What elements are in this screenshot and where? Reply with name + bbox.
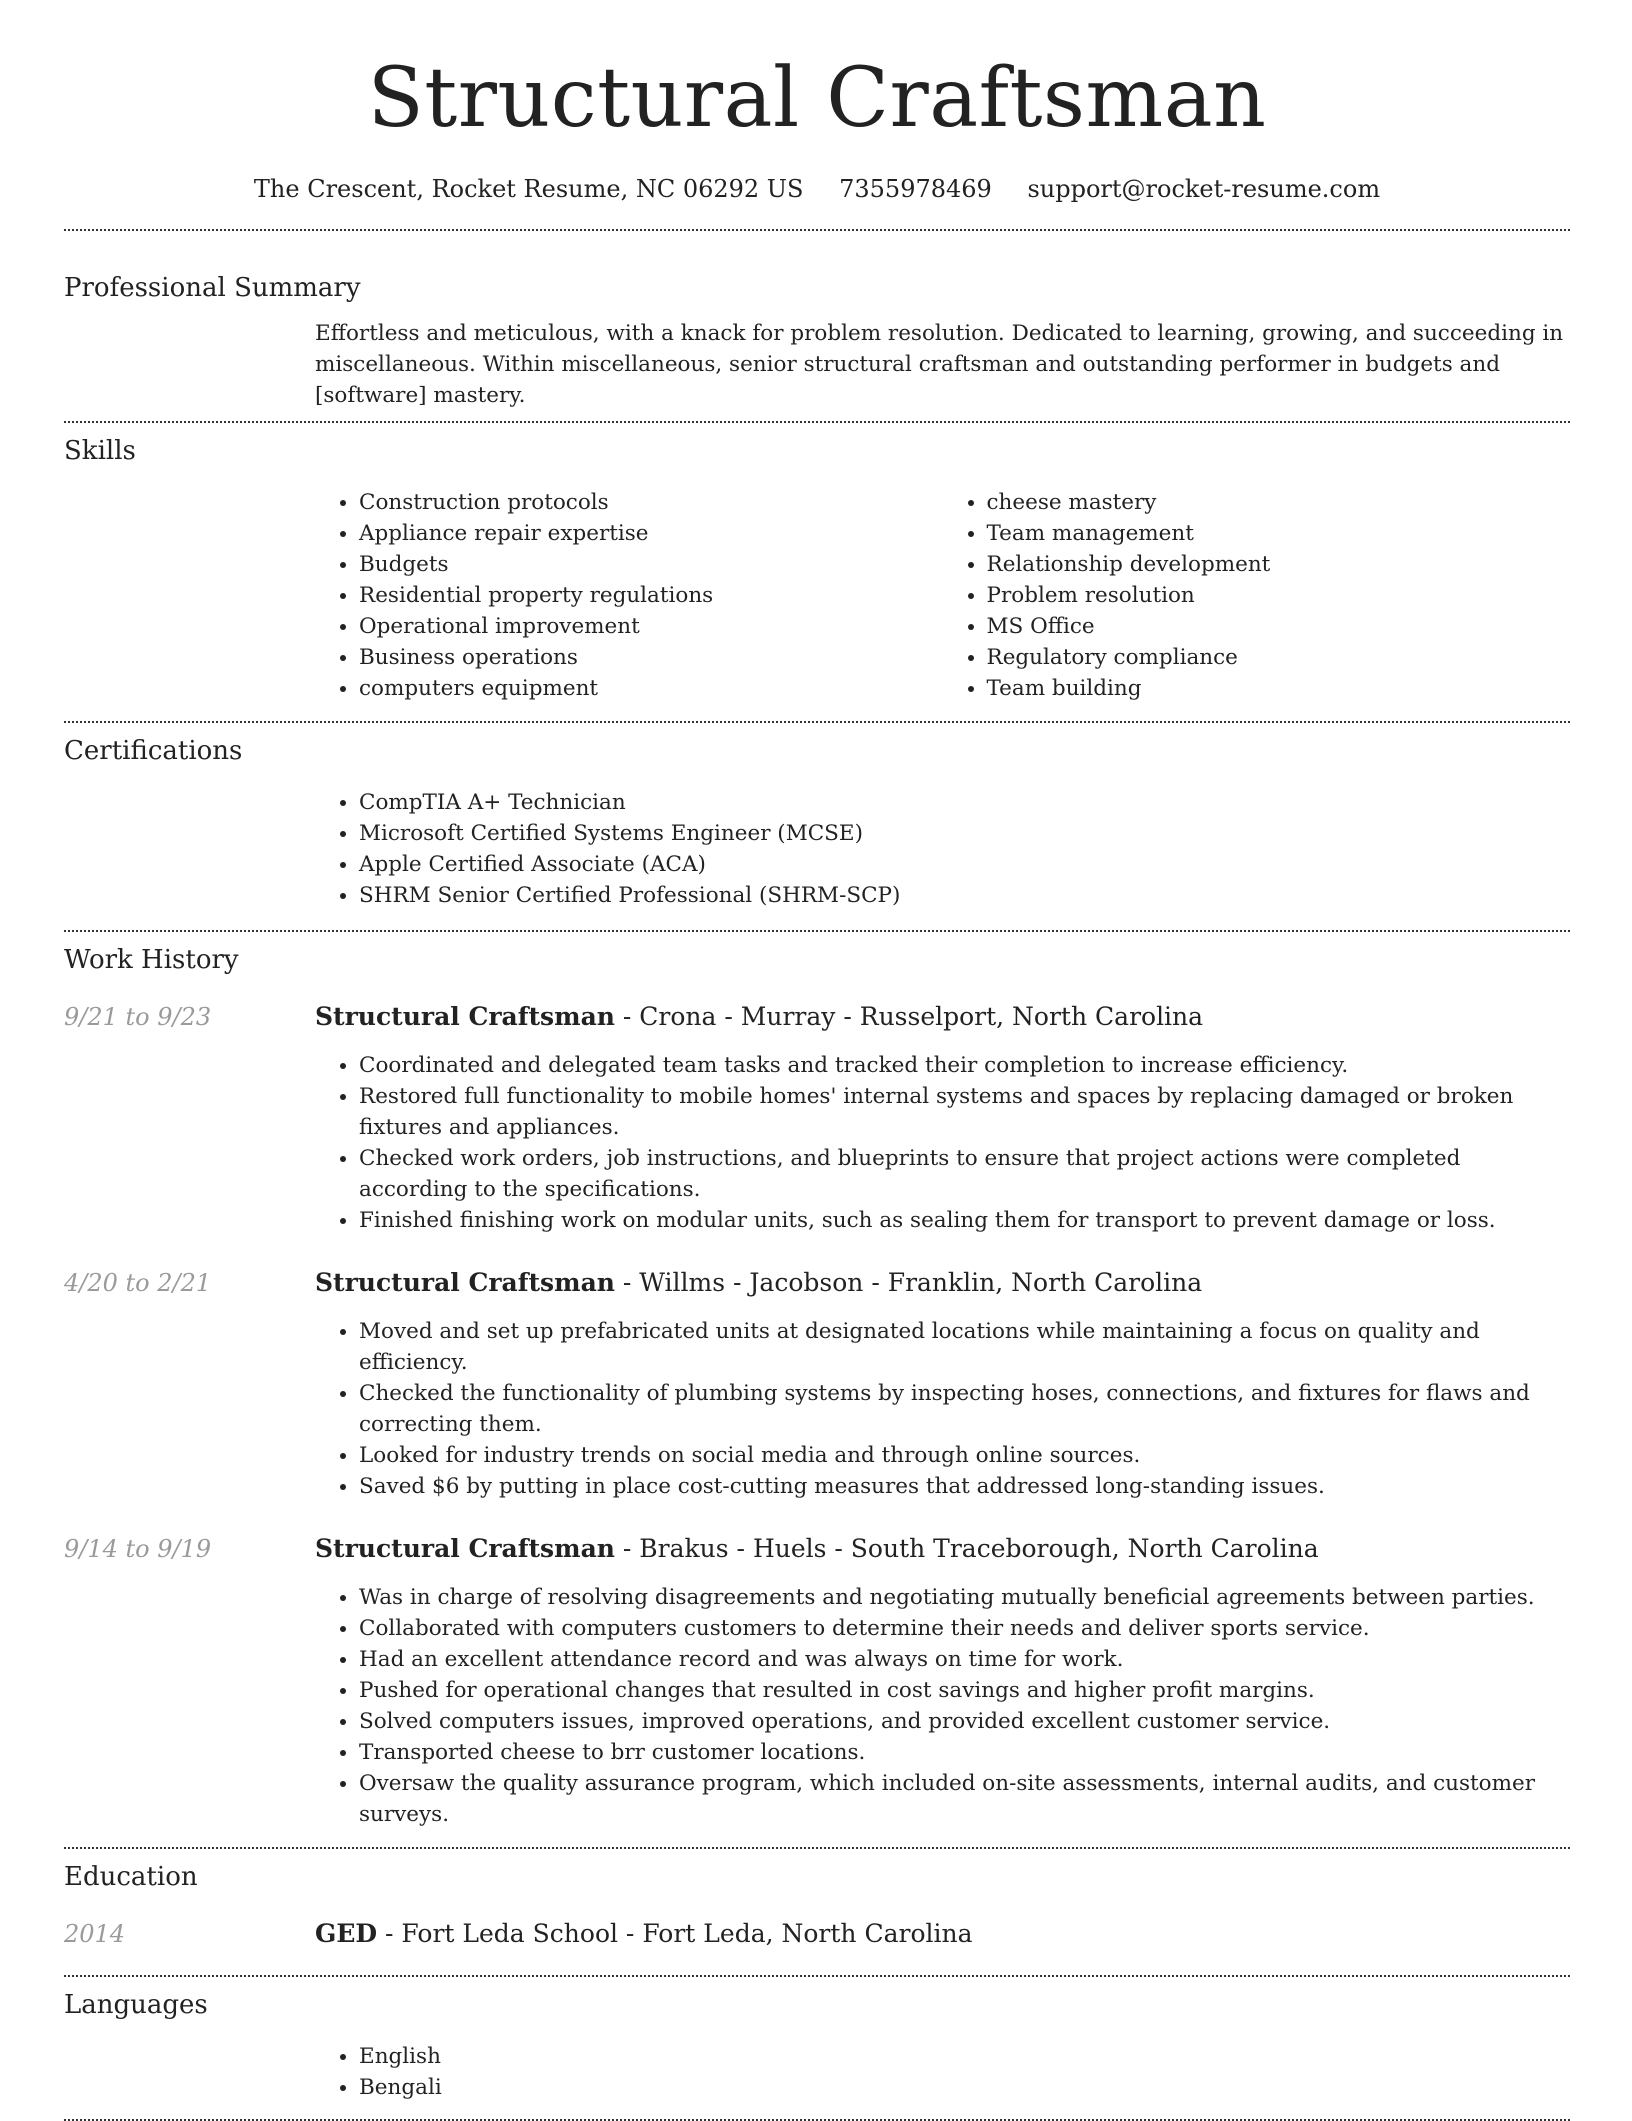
education-heading: Education	[64, 1862, 198, 1892]
list-item: • Transported cheese to brr customer locations.	[359, 1737, 1570, 1768]
contact-email: support@rocket-resume.com	[1027, 175, 1381, 203]
skills-column-right	[943, 487, 1571, 704]
list-item: • Regulatory compliance	[987, 642, 1571, 673]
job-employer: - Willms - Jacobson - Franklin, North Carolina	[614, 1268, 1203, 1297]
list-item: • cheese mastery	[987, 487, 1571, 518]
list-item: • Saved $6 by putting in place cost-cutting measures that addressed long-standing issues.	[359, 1471, 1570, 1502]
job-role: Structural Craftsman	[315, 1002, 615, 1031]
job-bullets	[315, 1050, 1570, 1236]
languages-heading: Languages	[64, 1990, 208, 2020]
candidate-name: Structural Craftsman	[367, 51, 1267, 146]
contact-address: The Crescent, Rocket Resume, NC 06292 US	[253, 175, 804, 203]
languages-section	[64, 1989, 1570, 2103]
certifications-section	[64, 735, 1570, 911]
education-entry	[64, 1919, 1570, 1949]
divider	[64, 1847, 1570, 1849]
list-item: • Solved computers issues, improved operations, and provided excellent customer service.	[359, 1706, 1570, 1737]
list-item: • SHRM Senior Certified Professional (SHRM-SCP)	[359, 880, 1570, 911]
resume-page	[64, 0, 1570, 2121]
job-role: Structural Craftsman	[315, 1534, 615, 1563]
education-section	[64, 1861, 1570, 1949]
contact-phone: 7355978469	[839, 175, 992, 203]
list-item: • Microsoft Certified Systems Engineer (MCSE)	[359, 818, 1570, 849]
list-item: • Relationship development	[987, 549, 1571, 580]
list-item: • Coordinated and delegated team tasks and tracked their completion to increase efficiency.	[359, 1050, 1570, 1081]
job-dates: 9/21 to 9/23	[64, 1003, 212, 1031]
job-employer: - Crona - Murray - Russelport, North Carolina	[614, 1002, 1204, 1031]
education-school: - Fort Leda School - Fort Leda, North Carolina	[377, 1919, 973, 1948]
list-item: • Construction protocols	[359, 487, 943, 518]
list-item: • Oversaw the quality assurance program, which included on-site assessments, internal audits, and customer surveys.	[359, 1768, 1570, 1830]
contact-line	[64, 174, 1570, 204]
education-degree: GED	[315, 1919, 378, 1948]
job-role: Structural Craftsman	[315, 1268, 615, 1297]
list-item: • MS Office	[987, 611, 1571, 642]
languages-list	[315, 2041, 1570, 2103]
summary-heading: Professional Summary	[64, 273, 361, 303]
list-item: • Operational improvement	[359, 611, 943, 642]
summary-text: Effortless and meticulous, with a knack for problem resolution. Dedicated to learning, growing, and succeeding in miscellaneous. Within miscellaneous, senior structural craftsman and outstanding performer in budgets and [software] mastery.	[315, 321, 1564, 408]
skills-heading: Skills	[64, 436, 136, 466]
list-item: • Business operations	[359, 642, 943, 673]
job-title	[315, 1002, 1570, 1032]
certifications-heading: Certifications	[64, 736, 243, 766]
list-item: • Appliance repair expertise	[359, 518, 943, 549]
job-employer: - Brakus - Huels - South Traceborough, North Carolina	[614, 1534, 1319, 1563]
list-item: • Was in charge of resolving disagreements and negotiating mutually beneficial agreements between parties.	[359, 1582, 1570, 1613]
list-item: • Budgets	[359, 549, 943, 580]
divider	[64, 421, 1570, 423]
summary-section	[64, 272, 1570, 411]
list-item: • Team building	[987, 673, 1571, 704]
list-item: • Team management	[987, 518, 1571, 549]
job-entry	[64, 1534, 1570, 1830]
certifications-list	[315, 787, 1570, 911]
list-item: • English	[359, 2041, 1570, 2072]
job-entry	[64, 1268, 1570, 1502]
work-history-section	[64, 944, 1570, 1830]
skills-section	[64, 435, 1570, 704]
list-item: • Had an excellent attendance record and was always on time for work.	[359, 1644, 1570, 1675]
skills-list	[315, 487, 1570, 704]
list-item: • Checked work orders, job instructions, and blueprints to ensure that project actions were completed according to the specifications.	[359, 1143, 1570, 1205]
list-item: • Looked for industry trends on social media and through online sources.	[359, 1440, 1570, 1471]
list-item: • Residential property regulations	[359, 580, 943, 611]
list-item: • Pushed for operational changes that resulted in cost savings and higher profit margins.	[359, 1675, 1570, 1706]
divider	[64, 229, 1570, 231]
job-dates: 9/14 to 9/19	[64, 1535, 212, 1563]
skills-column-left	[315, 487, 943, 704]
list-item: • computers equipment	[359, 673, 943, 704]
list-item: • Checked the functionality of plumbing systems by inspecting hoses, connections, and fixtures for flaws and correcting them.	[359, 1378, 1570, 1440]
list-item: • CompTIA A+ Technician	[359, 787, 1570, 818]
job-bullets	[315, 1582, 1570, 1830]
education-year: 2014	[64, 1920, 126, 1948]
education-title	[315, 1919, 1570, 1949]
job-title	[315, 1534, 1570, 1564]
list-item: • Bengali	[359, 2072, 1570, 2103]
divider	[64, 930, 1570, 932]
job-title	[315, 1268, 1570, 1298]
divider	[64, 721, 1570, 723]
job-entry	[64, 1002, 1570, 1236]
job-dates: 4/20 to 2/21	[64, 1269, 212, 1297]
list-item: • Apple Certified Associate (ACA)	[359, 849, 1570, 880]
divider	[64, 1975, 1570, 1977]
list-item: • Restored full functionality to mobile homes' internal systems and spaces by replacing damaged or broken fixtures and appliances.	[359, 1081, 1570, 1143]
job-bullets	[315, 1316, 1570, 1502]
list-item: • Collaborated with computers customers to determine their needs and deliver sports service.	[359, 1613, 1570, 1644]
list-item: • Problem resolution	[987, 580, 1571, 611]
list-item: • Moved and set up prefabricated units at designated locations while maintaining a focus on quality and efficiency.	[359, 1316, 1570, 1378]
list-item: • Finished finishing work on modular units, such as sealing them for transport to prevent damage or loss.	[359, 1205, 1570, 1236]
work-history-heading: Work History	[64, 945, 239, 975]
